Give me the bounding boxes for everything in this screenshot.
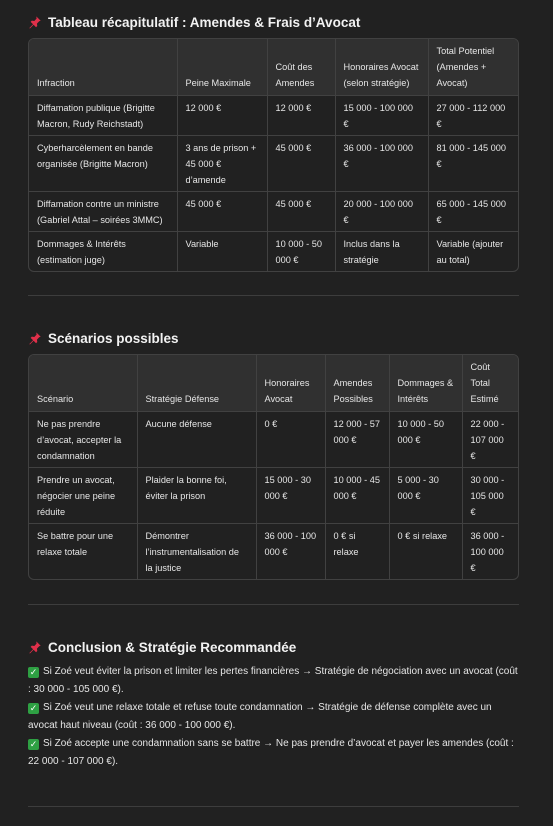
table-cell: 30 000 - 105 000 € [462, 467, 518, 523]
scenarios-title: Scénarios possibles [48, 330, 179, 346]
list-item-text: Si Zoé accepte une condamnation sans se battre → Ne pas prendre d’avocat et payer les amendes (coût : 22 000 - 107 000 €). [28, 738, 514, 767]
table-cell: Variable [177, 231, 267, 271]
table-cell: Dommages & Intérêts (estimation juge) [29, 231, 177, 271]
summary-title: Tableau récapitulatif : Amendes & Frais d’Avocat [48, 14, 361, 30]
summary-header-row [29, 39, 519, 95]
check-mark-icon: ✓ [29, 739, 38, 749]
table-cell: Ne pas prendre d’avocat, accepter la condamnation [29, 411, 137, 467]
table-row [29, 191, 519, 231]
table-row [29, 467, 518, 523]
table-cell: 45 000 € [177, 191, 267, 231]
table-cell: Plaider la bonne foi, éviter la prison [137, 467, 256, 523]
table-cell: 12 000 € [177, 95, 267, 135]
column-header: Scénario [29, 355, 137, 411]
scenarios-heading [28, 329, 519, 347]
pushpin-icon [28, 331, 42, 345]
table-cell: 65 000 - 145 000 € [428, 191, 519, 231]
column-header: Stratégie Défense [137, 355, 256, 411]
table-cell: 12 000 € [267, 95, 335, 135]
table-cell: 36 000 - 100 000 € [256, 523, 325, 579]
table-row [29, 411, 518, 467]
column-header: Amendes Possibles [325, 355, 389, 411]
list-item [28, 735, 519, 771]
section-divider [28, 295, 519, 296]
table-cell: 0 € si relaxe [325, 523, 389, 579]
table-cell: Variable (ajouter au total) [436, 238, 504, 265]
table-cell: 5 000 - 30 000 € [389, 467, 462, 523]
check-mark-icon: ✓ [29, 703, 38, 713]
table-cell: 3 ans de prison + 45 000 € d’amende [177, 135, 267, 191]
column-header: Coût Total Estimé [462, 355, 518, 411]
scenarios-section [28, 329, 519, 580]
list-item-text: Si Zoé veut une relaxe totale et refuse toute condamnation → Stratégie de défense complète avec un avocat haut niveau (coût : 36 000 - 100 000 €). [28, 702, 492, 731]
table-cell: 20 000 - 100 000 € [335, 191, 428, 231]
conclusion-heading [28, 638, 519, 656]
pushpin-icon [28, 640, 42, 654]
section-divider [28, 806, 519, 807]
table-cell: 45 000 € [267, 191, 335, 231]
table-cell: 10 000 - 45 000 € [325, 467, 389, 523]
table-cell: 15 000 - 100 000 € [335, 95, 428, 135]
section-divider [28, 604, 519, 605]
table-row [29, 231, 519, 271]
table-cell: 22 000 - 107 000 € [462, 411, 518, 467]
table-cell: 10 000 - 50 000 € [267, 231, 335, 271]
table-cell: 45 000 € [267, 135, 335, 191]
column-header: Dommages & Intérêts [389, 355, 462, 411]
table-row [29, 95, 519, 135]
column-header: Infraction [29, 39, 177, 95]
list-item [28, 663, 519, 699]
pushpin-icon [28, 15, 42, 29]
summary-table [28, 38, 519, 272]
conclusion-section [28, 638, 519, 771]
column-header: Honoraires Avocat (selon stratégie) [335, 39, 428, 95]
table-row [29, 135, 519, 191]
table-cell: Inclus dans la stratégie [335, 231, 428, 271]
table-cell: Démontrer l’instrumentalisation de la justice [137, 523, 256, 579]
table-cell: Aucune défense [137, 411, 256, 467]
table-cell: 0 € [256, 411, 325, 467]
list-item [28, 699, 519, 735]
scenarios-header-row [29, 355, 518, 411]
conclusion-list [28, 663, 519, 771]
column-header: Total Potentiel (Amendes + Avocat) [428, 39, 519, 95]
table-cell: Se battre pour une relaxe totale [29, 523, 137, 579]
summary-section [28, 13, 519, 272]
table-cell: 27 000 - 112 000 € [428, 95, 519, 135]
conclusion-title: Conclusion & Stratégie Recommandée [48, 639, 297, 655]
table-cell: 15 000 - 30 000 € [256, 467, 325, 523]
table-cell: 10 000 - 50 000 € [389, 411, 462, 467]
scenarios-table [28, 354, 519, 580]
summary-heading [28, 13, 519, 31]
table-cell: Diffamation publique (Brigitte Macron, Rudy Reichstadt) [29, 95, 177, 135]
table-cell: 12 000 - 57 000 € [325, 411, 389, 467]
column-header: Peine Maximale [177, 39, 267, 95]
check-mark-icon: ✓ [29, 667, 38, 677]
table-row [29, 523, 518, 579]
list-item-text: Si Zoé veut éviter la prison et limiter les pertes financières → Stratégie de négociation avec un avocat (coût : 30 000 - 105 000 €). [28, 666, 518, 695]
table-cell: 81 000 - 145 000 € [428, 135, 519, 191]
column-header: Coût des Amendes [267, 39, 335, 95]
table-cell: 36 000 - 100 000 € [470, 530, 505, 573]
table-cell: Prendre un avocat, négocier une peine réduite [29, 467, 137, 523]
table-cell: Diffamation contre un ministre (Gabriel Attal – soirées 3MMC) [29, 191, 177, 231]
table-cell: 36 000 - 100 000 € [335, 135, 428, 191]
table-cell: 0 € si relaxe [389, 523, 462, 579]
column-header: Honoraires Avocat [256, 355, 325, 411]
table-cell: Cyberharcèlement en bande organisée (Brigitte Macron) [29, 135, 177, 191]
